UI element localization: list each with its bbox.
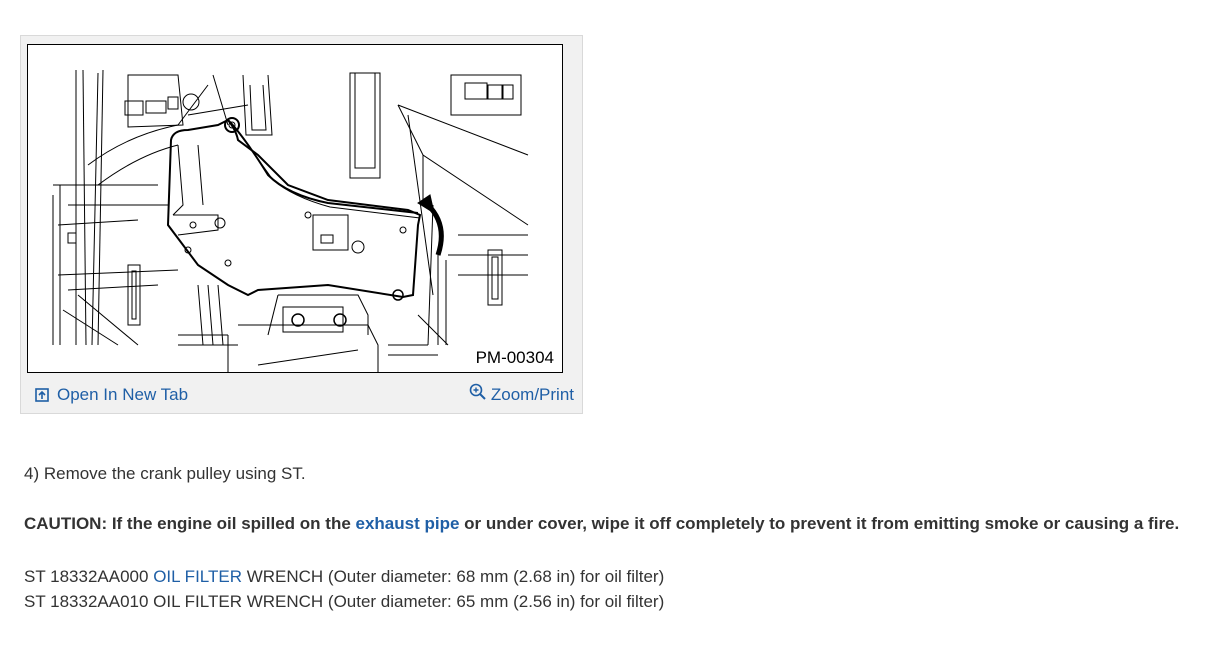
- figure-code-label: PM-00304: [475, 348, 554, 367]
- zoom-print-label: Zoom/Print: [490, 385, 574, 404]
- zoom-print-link[interactable]: [469, 385, 574, 405]
- figure-toolbar: [21, 379, 582, 413]
- tool-line: ST 18332AA010 OIL FILTER WRENCH (Outer diameter: 65 mm (2.56 in) for oil filter): [24, 592, 665, 611]
- caution-note: [24, 514, 1179, 534]
- open-in-new-tab-label: Open In New Tab: [57, 385, 189, 404]
- step-instruction: 4) Remove the crank pulley using ST.: [24, 464, 306, 483]
- diagram-image[interactable]: [27, 44, 563, 373]
- tool-1-prefix: ST 18332AA000: [24, 567, 154, 586]
- engine-undercover-drawing: [28, 45, 562, 372]
- exhaust-pipe-link[interactable]: exhaust pipe: [355, 514, 460, 533]
- caution-text-prefix: CAUTION: If the engine oil spilled on the: [24, 514, 356, 533]
- special-tools-list: [24, 564, 664, 614]
- open-new-tab-icon: [35, 388, 49, 402]
- tool-1-suffix: WRENCH (Outer diameter: 68 mm (2.68 in) for oil filter): [241, 567, 665, 586]
- open-in-new-tab-link[interactable]: [35, 385, 188, 405]
- zoom-in-icon: [469, 383, 487, 401]
- tool-line: [24, 564, 664, 589]
- figure-container: [20, 35, 583, 414]
- caution-text-suffix: or under cover, wipe it off completely to prevent it from emitting smoke or causing a fire.: [459, 514, 1180, 533]
- oil-filter-link[interactable]: OIL FILTER: [153, 567, 242, 586]
